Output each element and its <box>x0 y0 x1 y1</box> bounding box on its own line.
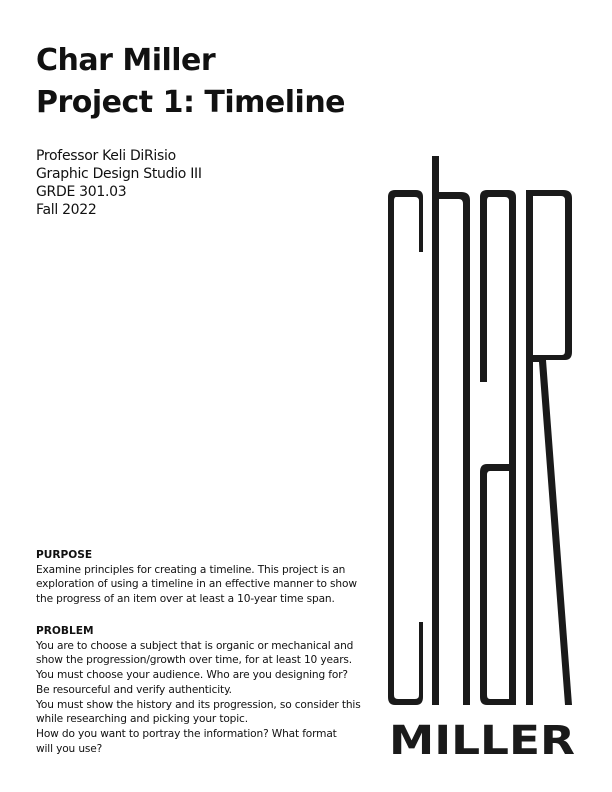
logo-letter-r-bowl <box>533 190 572 705</box>
purpose-line: Examine principles for creating a timeline. This project is an <box>36 563 346 576</box>
logo-text-miller: MILLER <box>389 718 575 762</box>
course-info <box>36 147 202 219</box>
problem-line: You must show the history and its progression, so consider this <box>36 698 361 711</box>
problem-line: show the progression/growth over time, for at least 10 years. <box>36 654 352 667</box>
problem-line: will you use? <box>36 742 103 755</box>
professor-name: Professor Keli DiRisio <box>36 148 176 164</box>
problem-line: How do you want to portray the information? What format <box>36 727 337 740</box>
problem-line: You are to choose a subject that is organic or mechanical and <box>36 639 354 652</box>
logo-letter-r-stem <box>526 190 533 705</box>
purpose-heading: PURPOSE <box>36 549 93 561</box>
logo-word-char <box>388 156 572 705</box>
char-miller-logo <box>386 152 578 762</box>
course-code: GRDE 301.03 <box>36 184 127 200</box>
course-name: Graphic Design Studio III <box>36 166 202 182</box>
problem-heading: PROBLEM <box>36 625 94 637</box>
problem-line: while researching and picking your topic. <box>36 713 248 726</box>
logo-letter-a-bowl <box>480 464 509 705</box>
page-title <box>36 40 345 124</box>
purpose-section <box>36 548 376 607</box>
purpose-line: exploration of using a timeline in an effective manner to show <box>36 578 357 591</box>
logo-word-miller <box>389 718 575 762</box>
title-line-1: Char Miller <box>36 43 216 78</box>
logo-letter-c <box>388 190 423 705</box>
problem-section <box>36 624 376 756</box>
title-line-2: Project 1: Timeline <box>36 85 346 120</box>
purpose-line: the progress of an item over at least a 10-year time span. <box>36 593 335 606</box>
term: Fall 2022 <box>36 202 97 218</box>
problem-line: Be resourceful and verify authenticity. <box>36 683 232 696</box>
logo-letter-h-stem <box>432 156 439 705</box>
logo-letter-h-arch <box>439 192 470 705</box>
problem-line: You must choose your audience. Who are you designing for? <box>36 669 348 682</box>
